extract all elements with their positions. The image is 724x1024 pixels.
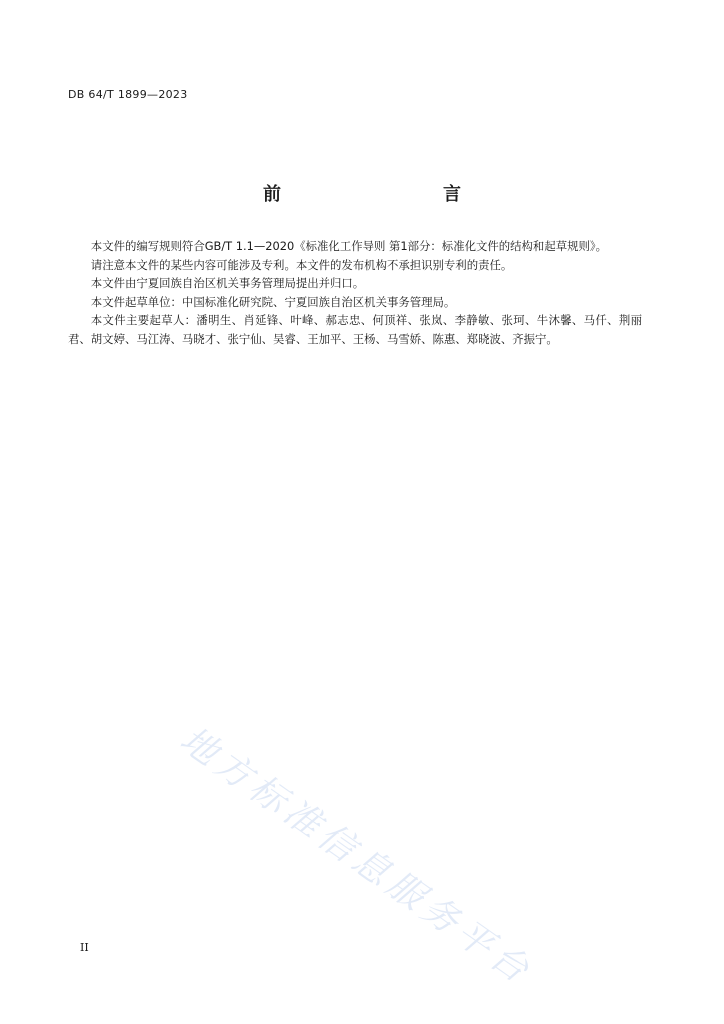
section-title: 前 言 <box>263 184 503 205</box>
document-code: DB 64/T 1899—2023 <box>68 88 188 101</box>
paragraph-drafting-rules: 本文件的编写规则符合GB/T 1.1—2020《标准化工作导则 第1部分：标准化文件的结构和起草规则》。 <box>90 239 607 253</box>
page-number: II <box>80 941 89 954</box>
foreword-body <box>68 237 642 348</box>
paragraph-drafting-units: 本文件起草单位：中国标准化研究院、宁夏回族自治区机关事务管理局。 <box>90 294 456 309</box>
paragraph-drafters: 本文件主要起草人：潘明生、肖延锋、叶峰、郝志忠、何顶祥、张岚、李静敏、张珂、牛沐馨、马仟、荆丽君、胡文婷、马江涛、马晓才、张宁仙、吴睿、王加平、王杨、马雪娇、陈惠、郑晓波、齐振宁。 <box>68 313 642 346</box>
watermark-text: 地方标准信息服务平台 <box>172 719 541 994</box>
paragraph-patent-notice: 请注意本文件的某些内容可能涉及专利。本文件的发布机构不承担识别专利的责任。 <box>90 257 513 272</box>
paragraph-proposer: 本文件由宁夏回族自治区机关事务管理局提出并归口。 <box>90 276 365 290</box>
